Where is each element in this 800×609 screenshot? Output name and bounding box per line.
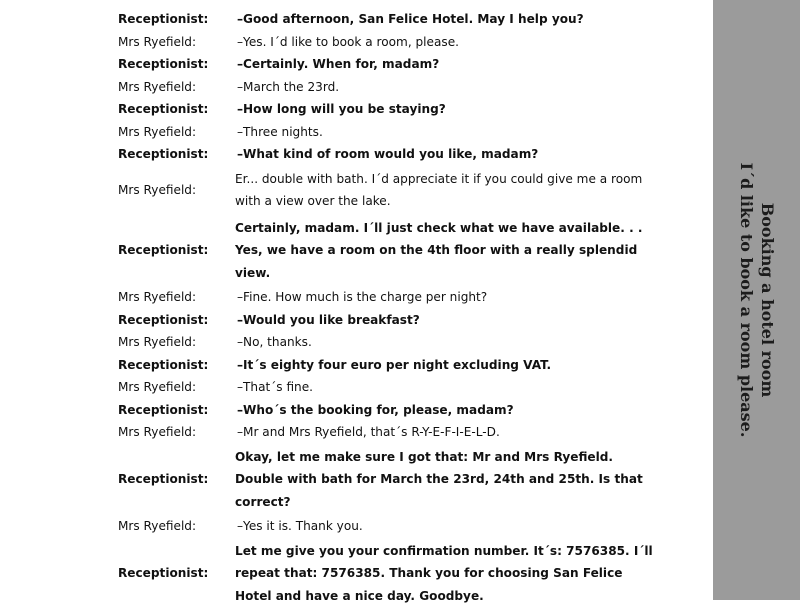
speaker-label: Mrs Ryefield: — [118, 376, 231, 399]
dialogue-row — [118, 399, 663, 422]
speaker-label: Mrs Ryefield: — [118, 76, 231, 99]
dialogue-row — [118, 309, 663, 332]
dialogue-line: Certainly, madam. I´ll just check what we have available. . . Yes, we have a room on the 4th floor with a really splendid view. — [231, 215, 663, 287]
dialogue-line: –Good afternoon, San Felice Hotel. May I help you? — [231, 8, 663, 31]
speaker-label: Receptionist: — [118, 8, 231, 31]
dialogue-line: –No, thanks. — [231, 331, 663, 354]
dialogue-line: –Yes it is. Thank you. — [231, 515, 663, 538]
dialogue-line: Er... double with bath. I´d appreciate it if you could give me a room with a view over the lake. — [231, 166, 663, 215]
dialogue-line: –March the 23rd. — [231, 76, 663, 99]
speaker-label: Receptionist: — [118, 98, 231, 121]
dialogue-row — [118, 286, 663, 309]
dialogue-line: –Certainly. When for, madam? — [231, 53, 663, 76]
dialogue-row — [118, 421, 663, 444]
speaker-label: Mrs Ryefield: — [118, 421, 231, 444]
speaker-label: Mrs Ryefield: — [118, 286, 231, 309]
speaker-label: Receptionist: — [118, 309, 231, 332]
speaker-label: Mrs Ryefield: — [118, 515, 231, 538]
speaker-label: Mrs Ryefield: — [118, 331, 231, 354]
speaker-label: Mrs Ryefield: — [118, 31, 231, 54]
dialogue-row — [118, 98, 663, 121]
speaker-label: Receptionist: — [118, 399, 231, 422]
dialogue-line: Okay, let me make sure I got that: Mr and Mrs Ryefield. Double with bath for March the 23rd, 24th and 25th. Is that correct? — [231, 444, 663, 516]
speaker-label: Receptionist: — [118, 444, 231, 516]
dialogue-line: Let me give you your confirmation number. It´s: 7576385. I´ll repeat that: 7576385. Thank you for choosing San Felice Hotel and have a nice day. Goodbye. — [231, 538, 663, 609]
dialogue-line: –It´s eighty four euro per night excluding VAT. — [231, 354, 663, 377]
dialogue-line: –Yes. I´d like to book a room, please. — [231, 31, 663, 54]
dialogue-table — [118, 8, 663, 609]
speaker-label: Receptionist: — [118, 215, 231, 287]
dialogue-line: –What kind of room would you like, madam? — [231, 143, 663, 166]
dialogue-row — [118, 538, 663, 609]
dialogue-row — [118, 444, 663, 516]
dialogue-line: –How long will you be staying? — [231, 98, 663, 121]
dialogue-row — [118, 515, 663, 538]
sidebar-title-block — [736, 40, 778, 560]
speaker-label: Receptionist: — [118, 354, 231, 377]
speaker-label: Mrs Ryefield: — [118, 121, 231, 144]
dialogue-line: –Would you like breakfast? — [231, 309, 663, 332]
dialogue-row — [118, 166, 663, 215]
dialogue-row — [118, 143, 663, 166]
dialogue-line: –Who´s the booking for, please, madam? — [231, 399, 663, 422]
dialogue-row — [118, 8, 663, 31]
dialogue-row — [118, 31, 663, 54]
speaker-label: Mrs Ryefield: — [118, 166, 231, 215]
lesson-title: Booking a hotel room — [757, 40, 778, 560]
speaker-label: Receptionist: — [118, 53, 231, 76]
dialogue-row — [118, 331, 663, 354]
lesson-subtitle: I´d like to book a room please. — [736, 40, 757, 560]
dialogue-row — [118, 121, 663, 144]
dialogue-line: –That´s fine. — [231, 376, 663, 399]
dialogue-row — [118, 76, 663, 99]
dialogue-line: –Mr and Mrs Ryefield, that´s R-Y-E-F-I-E-L-D. — [231, 421, 663, 444]
title-sidebar — [713, 0, 800, 600]
dialogue-row — [118, 53, 663, 76]
dialogue-line: –Fine. How much is the charge per night? — [231, 286, 663, 309]
speaker-label: Receptionist: — [118, 538, 231, 609]
dialogue-row — [118, 376, 663, 399]
dialogue-line: –Three nights. — [231, 121, 663, 144]
dialogue-body — [118, 8, 663, 609]
dialogue-row — [118, 354, 663, 377]
dialogue-row — [118, 215, 663, 287]
speaker-label: Receptionist: — [118, 143, 231, 166]
